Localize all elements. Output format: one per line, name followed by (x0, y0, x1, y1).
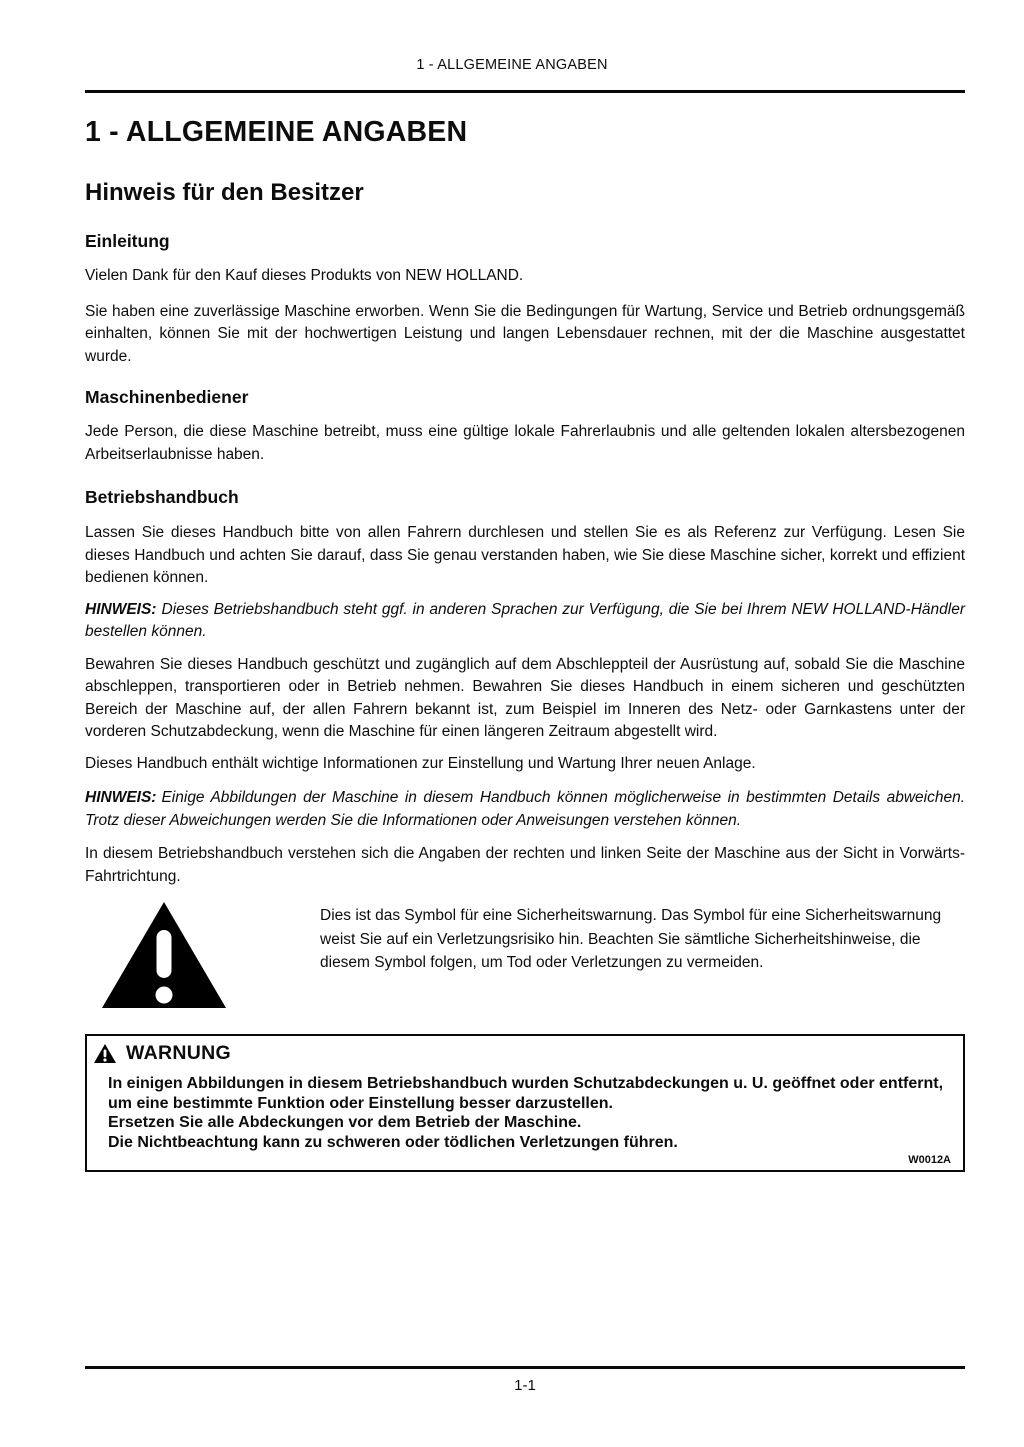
paragraph-manual-3: Dieses Handbuch enthält wichtige Informationen zur Einstellung und Wartung Ihrer neuen Anlage. (85, 754, 756, 772)
warning-line: Die Nichtbeachtung kann zu schweren oder tödlichen Verletzungen führen. (108, 1133, 678, 1151)
warning-box (85, 1034, 965, 1172)
subsection-heading-einleitung: Einleitung (85, 231, 170, 251)
page-content (0, 90, 1024, 1172)
warning-body (108, 1074, 951, 1152)
subsection-heading-maschinenbediener: Maschinenbediener (85, 387, 249, 407)
hinweis-note-2 (85, 787, 965, 832)
page-title: 1 - ALLGEMEINE ANGABEN (85, 116, 468, 148)
hinweis-label: HINWEIS: (85, 600, 157, 618)
page-number: 1-1 (514, 1377, 536, 1394)
warning-line: In einigen Abbildungen in diesem Betriebshandbuch wurden Schutzabdeckungen u. U. geöffnet oder entfernt, um eine bestimmte Funktion oder Einstellung besser darzustellen. (108, 1075, 944, 1112)
safety-symbol-text: Dies ist das Symbol für eine Sicherheitswarnung. Das Symbol für eine Sicherheitswarnung weist Sie auf ein Verletzungsrisiko hin. Beachten Sie sämtliche Sicherheitshinweise, die diesem Symbol folgen, um Tod oder Verletzungen zu vermeiden. (320, 907, 942, 971)
header-rule (85, 90, 965, 93)
page-footer (85, 1366, 965, 1394)
paragraph-manual-1: Lassen Sie dieses Handbuch bitte von allen Fahrern durchlesen und stellen Sie es als Referenz zur Verfügung. Lesen Sie dieses Handbuch und achten Sie darauf, dass Sie genau verstanden haben, wie Sie diese Maschine sicher, korrekt und effizient bedienen können. (85, 524, 965, 586)
paragraph-manual-4: In diesem Betriebshandbuch verstehen sich die Angaben der rechten und linken Seite der Maschine aus der Sicht in Vorwärts-Fahrtrichtung. (85, 845, 965, 885)
warning-box-header (93, 1042, 951, 1065)
hinweis-label: HINWEIS: (85, 789, 157, 806)
paragraph-intro-2: Sie haben eine zuverlässige Maschine erworben. Wenn Sie die Bedingungen für Wartung, Service und Betrieb ordnungsgemäß einhalten, können Sie mit der hochwertigen Leistung und langen Lebensdauer rechnen, mit der die Maschine ausgestattet wurde. (85, 302, 965, 365)
safety-symbol-row (85, 899, 965, 1011)
hinweis-note-1 (85, 599, 965, 644)
paragraph-intro-1: Vielen Dank für den Kauf dieses Produkts von NEW HOLLAND. (85, 267, 524, 284)
section-heading-owner: Hinweis für den Besitzer (85, 179, 364, 206)
hinweis-text: Dieses Betriebshandbuch steht ggf. in anderen Sprachen zur Verfügung, die Sie bei Ihrem NEW HOLLAND-Händler bestellen können. (85, 600, 965, 640)
warning-title: WARNUNG (126, 1042, 232, 1064)
paragraph-manual-2: Bewahren Sie dieses Handbuch geschützt und zugänglich auf dem Abschleppteil der Ausrüstung auf, sobald Sie die Maschine abschleppen, transportieren oder in Betrieb nehmen. Bewahren Sie dieses Handbuch in einem sicheren und geschützten Bereich der Maschine auf, der allen Fahrern bekannt ist, zum Beispiel im Inneren des Netz- oder Garnkastens unter der vorderen Schutzabdeckung, wenn die Maschine für einen längeren Zeitraum abgestellt wird. (85, 655, 965, 740)
warning-line: Ersetzen Sie alle Abdeckungen vor dem Betrieb der Maschine. (108, 1114, 582, 1132)
paragraph-operator-1: Jede Person, die diese Maschine betreibt, muss eine gültige lokale Fahrerlaubnis und alle geltenden lokalen altersbezogenen Arbeitserlaubnisse haben. (85, 423, 965, 463)
warning-triangle-icon (93, 1043, 117, 1064)
running-head: 1 - ALLGEMEINE ANGABEN (416, 57, 608, 73)
warning-triangle-icon (100, 899, 228, 1011)
hinweis-text: Einige Abbildungen der Maschine in diesem Handbuch können möglicherweise in bestimmten Details abweichen. Trotz dieser Abweichungen werden Sie die Informationen oder Anweisungen verstehen können. (85, 789, 965, 829)
warning-reference-code: W0012A (908, 1154, 951, 1167)
subsection-heading-betriebshandbuch: Betriebshandbuch (85, 487, 239, 507)
